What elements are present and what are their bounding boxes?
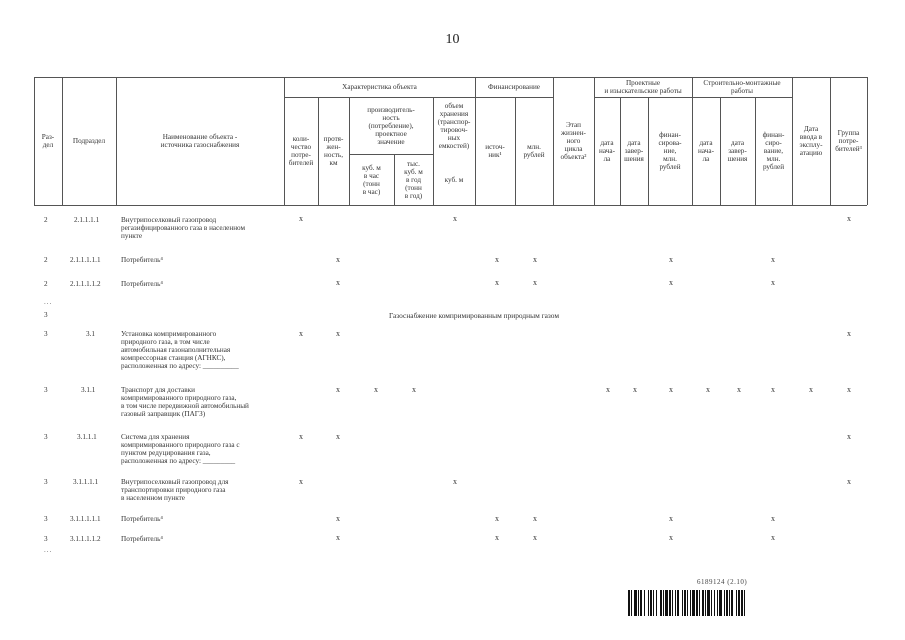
header-design-date-end: дата завер- шения (624, 139, 644, 163)
header-construction-date-end: дата завер- шения (727, 139, 748, 163)
row-object-name: Потребитель⁴ (121, 535, 163, 543)
row-object-name: Потребитель⁴ (121, 256, 163, 264)
mark-x: x (706, 385, 710, 394)
mark-x: x (336, 385, 340, 394)
mark-x: x (669, 514, 673, 523)
header-design-date-start: дата нача- ла (599, 139, 615, 163)
mark-x: x (771, 385, 775, 394)
mark-x: x (669, 278, 673, 287)
barcode-bar (665, 590, 668, 616)
mark-x: x (847, 385, 851, 394)
mark-x: x (495, 514, 499, 523)
header-m3-per-hour: куб. м в час (тонн в час) (362, 163, 381, 196)
barcode-bar (724, 590, 725, 616)
mark-x: x (495, 255, 499, 264)
barcode-bar (719, 590, 722, 616)
header-productivity: производитель- ность (потребление), проектное значение (367, 105, 415, 146)
row-razdel: 2 (44, 256, 48, 264)
mark-x: x (847, 214, 851, 223)
row-razdel: 3 (44, 330, 48, 338)
barcode-bar (731, 590, 733, 616)
mark-x: x (847, 329, 851, 338)
barcode-bar (738, 590, 740, 616)
header-storage-volume: объем хранения (транспор- тировоч- ных емкостей) (437, 101, 471, 150)
row-podrazdel: 3.1.1.1.1 (73, 478, 99, 486)
ellipsis: ... (44, 298, 53, 306)
header-razdel: Раз- дел (41, 133, 55, 149)
row-podrazdel: 3.1 (86, 330, 95, 338)
row-razdel: 3 (44, 535, 48, 543)
mark-x: x (374, 385, 378, 394)
mark-x: x (336, 278, 340, 287)
row-object-name: Внутрипоселковый газопровод для транспортировки природного газа в населенном пункте (121, 478, 229, 502)
page-number: 10 (445, 32, 460, 47)
barcode-bar (638, 590, 639, 616)
row-object-name: Потребитель⁴ (121, 515, 163, 523)
barcode-bar (711, 590, 712, 616)
header-design-financing: финан- сирова- ние, млн. рублей (658, 131, 682, 171)
row-object-name: Транспорт для доставки компримированного природного газа, в том числе передвижной автомобильный газовый заправщик (ПАГЗ) (121, 386, 249, 418)
header-construction-financing: финан- сиро- вание, млн. рублей (762, 131, 785, 171)
row-podrazdel: 2.1.1.1.1.1 (70, 256, 101, 264)
mark-x: x (299, 214, 303, 223)
mark-x: x (453, 477, 457, 486)
mark-x: x (336, 533, 340, 542)
barcode-bar (726, 590, 728, 616)
barcode-bar (705, 590, 706, 616)
mark-x: x (771, 255, 775, 264)
barcode-bar (640, 590, 642, 616)
row-razdel: 3 (44, 515, 48, 523)
barcode-bar (656, 590, 657, 616)
mark-x: x (336, 255, 340, 264)
mark-x: x (299, 432, 303, 441)
barcode-bar (729, 590, 730, 616)
mark-x: x (809, 385, 813, 394)
row-object-name: Установка компримированного природного газа, в том числе автомобильная газонаполнительная компрессорная станция (АГНКС), расположенная по адресу: __________ (121, 330, 239, 370)
row-object-name: Потребитель⁴ (121, 280, 163, 288)
form-code: 6189124 (2.10) (697, 578, 748, 586)
barcode-bar (684, 590, 686, 616)
header-consumers-count: коли- чество потре- бителей (288, 135, 314, 167)
barcode-bar (744, 590, 745, 616)
mark-x: x (771, 278, 775, 287)
barcode-bar (628, 590, 630, 616)
barcode-bar (669, 590, 671, 616)
mark-x: x (533, 533, 537, 542)
mark-x: x (533, 514, 537, 523)
section-title: Газоснабжение компримированным природным газом (388, 311, 560, 320)
barcode-bar (634, 590, 637, 616)
barcode-bar (675, 590, 676, 616)
mark-x: x (453, 214, 457, 223)
barcode-bar (677, 590, 679, 616)
mark-x: x (299, 477, 303, 486)
mark-x: x (847, 432, 851, 441)
mark-x: x (669, 255, 673, 264)
header-design-works: Проектные и изыскательские работы (604, 79, 682, 95)
barcode-bar (650, 590, 652, 616)
barcode-bar (702, 590, 704, 616)
row-razdel: 3 (44, 478, 48, 486)
barcode-bar (687, 590, 688, 616)
barcode-bar (714, 590, 715, 616)
row-razdel: 2 (44, 280, 48, 288)
header-length: протя- жен- ность, км (323, 135, 344, 167)
header-financing: Финансирование (487, 83, 540, 91)
mark-x: x (336, 514, 340, 523)
ellipsis: ... (44, 546, 53, 554)
row-razdel: 3 (44, 386, 48, 394)
header-commissioning-date: Дата ввода в эксплу- атацию (799, 125, 823, 157)
mark-x: x (336, 432, 340, 441)
barcode-bar (692, 590, 695, 616)
header-k-m3-per-year: тыс. куб. м в год (тонн в год) (404, 159, 423, 200)
header-podrazdel: Подраздел (72, 137, 106, 145)
mark-x: x (771, 533, 775, 542)
header-source: источ- ник¹ (485, 143, 505, 159)
header-object-name: Наименование объекта - источника газоснабжения (160, 133, 240, 149)
row-object-name: Система для хранения компримированного природного газа с пунктом редуцирования газа, расположенная по адресу: _________ (121, 433, 240, 465)
barcode-bar (682, 590, 683, 616)
barcode-bar (672, 590, 673, 616)
row-podrazdel: 3.1.1.1 (77, 433, 97, 441)
row-podrazdel: 3.1.1.1.1.2 (70, 535, 101, 543)
mark-x: x (412, 385, 416, 394)
mark-x: x (847, 477, 851, 486)
row-podrazdel: 3.1.1.1.1.1 (70, 515, 101, 523)
mark-x: x (771, 514, 775, 523)
mark-x: x (299, 329, 303, 338)
barcode-bar (741, 590, 743, 616)
header-m3: куб. м (444, 175, 464, 184)
barcode-bar (736, 590, 737, 616)
barcode-bar (696, 590, 698, 616)
mark-x: x (669, 533, 673, 542)
barcode-bar (663, 590, 664, 616)
barcode-bar (644, 590, 645, 616)
barcode-bar (653, 590, 654, 616)
mark-x: x (495, 533, 499, 542)
mark-x: x (669, 385, 673, 394)
barcode-bar (648, 590, 649, 616)
mark-x: x (533, 255, 537, 264)
row-object-name: Внутрипоселковый газопровод регазифицированного газа в населенном пункте (121, 216, 246, 240)
header-characteristics: Характеристика объекта (342, 83, 417, 91)
mark-x: x (633, 385, 637, 394)
barcode-bar (699, 590, 700, 616)
barcode-bar (631, 590, 632, 616)
barcode-bar (717, 590, 718, 616)
barcode-bar (690, 590, 691, 616)
header-mln-rub: млн. рублей (523, 143, 545, 159)
row-razdel: 2 (44, 216, 48, 224)
row-razdel: 3 (44, 433, 48, 441)
mark-x: x (737, 385, 741, 394)
header-construction-works: Строительно-монтажные работы (703, 79, 781, 95)
row-podrazdel: 3.1.1 (81, 386, 96, 394)
header-lifecycle-stage: Этап жизнен- ного цикла объекта² (560, 121, 587, 161)
barcode-image (628, 590, 856, 616)
row-podrazdel: 2.1.1.1.1 (74, 216, 100, 224)
mark-x: x (495, 278, 499, 287)
row-podrazdel: 2.1.1.1.1.2 (70, 280, 101, 288)
barcode-bar (707, 590, 710, 616)
header-construction-date-start: дата нача- ла (698, 139, 714, 163)
mark-x: x (606, 385, 610, 394)
mark-x: x (533, 278, 537, 287)
mark-x: x (336, 329, 340, 338)
row-razdel: 3 (44, 311, 48, 319)
header-consumer-group: Группа потре- бителей³ (835, 129, 862, 153)
barcode-bar (660, 590, 662, 616)
